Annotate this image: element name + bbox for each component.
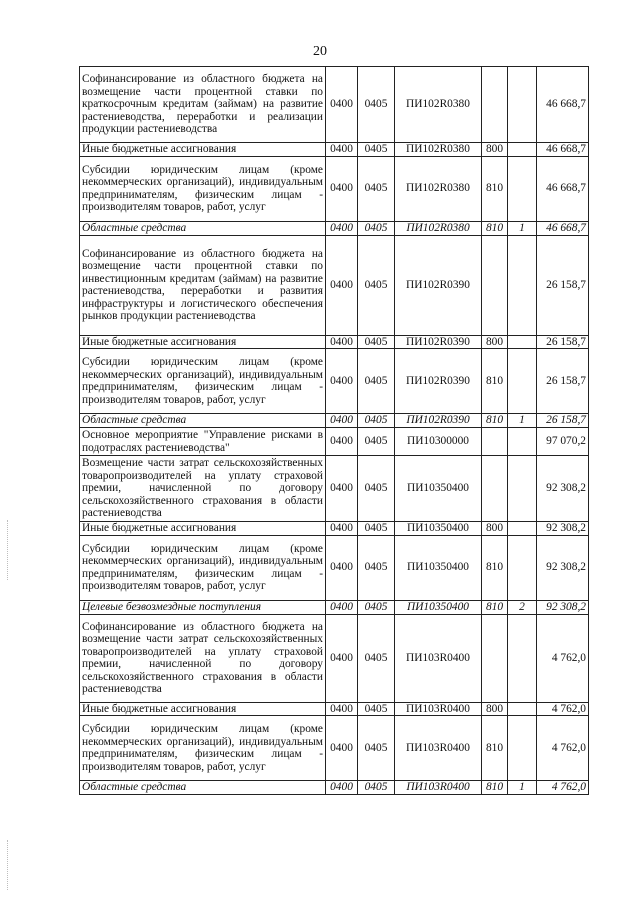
page-number: 20 — [313, 44, 327, 59]
section-code-cell: 0400 — [326, 522, 358, 536]
amount-cell: 46 668,7 — [537, 156, 589, 221]
target-article-code-cell: ПИ10350400 — [395, 600, 482, 614]
expense-type-code-cell: 810 — [482, 414, 508, 428]
table-row — [80, 716, 589, 781]
funding-source-code-cell — [508, 456, 537, 522]
amount-cell: 4 762,0 — [537, 702, 589, 716]
amount-cell: 26 158,7 — [537, 335, 589, 349]
funding-source-code-cell — [508, 535, 537, 600]
amount-cell: 26 158,7 — [537, 349, 589, 414]
target-article-code-cell: ПИ102R0380 — [395, 143, 482, 157]
subsection-code-cell: 0405 — [358, 335, 395, 349]
target-article-code-cell: ПИ102R0390 — [395, 414, 482, 428]
expense-type-code-cell: 810 — [482, 221, 508, 235]
amount-cell: 4 762,0 — [537, 781, 589, 795]
row-name-cell: Целевые безвозмездные поступления — [80, 600, 326, 614]
target-article-code-cell: ПИ102R0380 — [395, 221, 482, 235]
section-code-cell: 0400 — [326, 335, 358, 349]
row-name-cell: Софинансирование из областного бюджета на возмещение части затрат сельскохозяйственных товаропроизводителей на уплату страховой премии, начисленной по договору сельскохозяйственного страхования в области растениеводства — [80, 614, 326, 702]
funding-source-code-cell — [508, 235, 537, 335]
amount-cell: 4 762,0 — [537, 716, 589, 781]
subsection-code-cell: 0405 — [358, 456, 395, 522]
section-code-cell: 0400 — [326, 414, 358, 428]
table-row — [80, 67, 589, 143]
expense-type-code-cell: 810 — [482, 156, 508, 221]
expense-type-code-cell: 810 — [482, 781, 508, 795]
funding-source-code-cell: 1 — [508, 221, 537, 235]
row-name-cell: Софинансирование из областного бюджета на возмещение части процентной ставки по краткосрочным кредитам (займам) на развитие растениеводства, переработки и реализации продукции растениеводства — [80, 67, 326, 143]
scan-margin-mark — [7, 840, 9, 890]
funding-source-code-cell — [508, 702, 537, 716]
row-name-cell: Субсидии юридическим лицам (кроме некоммерческих организаций), индивидуальным предпринимателям, физическим лицам - производителям товаров, работ, услуг — [80, 349, 326, 414]
row-name-cell: Иные бюджетные ассигнования — [80, 702, 326, 716]
section-code-cell: 0400 — [326, 781, 358, 795]
subsection-code-cell: 0405 — [358, 414, 395, 428]
row-name-cell: Иные бюджетные ассигнования — [80, 522, 326, 536]
target-article-code-cell: ПИ102R0390 — [395, 349, 482, 414]
section-code-cell: 0400 — [326, 156, 358, 221]
target-article-code-cell: ПИ10350400 — [395, 456, 482, 522]
funding-source-code-cell: 2 — [508, 600, 537, 614]
expense-type-code-cell — [482, 614, 508, 702]
section-code-cell: 0400 — [326, 67, 358, 143]
target-article-code-cell: ПИ10350400 — [395, 535, 482, 600]
expense-type-code-cell: 800 — [482, 335, 508, 349]
funding-source-code-cell — [508, 143, 537, 157]
table-row — [80, 414, 589, 428]
table-row — [80, 614, 589, 702]
amount-cell: 46 668,7 — [537, 143, 589, 157]
expense-type-code-cell: 800 — [482, 143, 508, 157]
expense-type-code-cell: 800 — [482, 522, 508, 536]
amount-cell: 26 158,7 — [537, 414, 589, 428]
section-code-cell: 0400 — [326, 535, 358, 600]
subsection-code-cell: 0405 — [358, 349, 395, 414]
row-name-cell: Субсидии юридическим лицам (кроме некоммерческих организаций), индивидуальным предпринимателям, физическим лицам - производителям товаров, работ, услуг — [80, 716, 326, 781]
subsection-code-cell: 0405 — [358, 781, 395, 795]
amount-cell: 46 668,7 — [537, 67, 589, 143]
section-code-cell: 0400 — [326, 143, 358, 157]
expense-type-code-cell: 810 — [482, 349, 508, 414]
target-article-code-cell: ПИ10300000 — [395, 428, 482, 456]
funding-source-code-cell — [508, 349, 537, 414]
section-code-cell: 0400 — [326, 221, 358, 235]
expense-type-code-cell: 810 — [482, 600, 508, 614]
amount-cell: 97 070,2 — [537, 428, 589, 456]
subsection-code-cell: 0405 — [358, 600, 395, 614]
table-row — [80, 781, 589, 795]
table-row — [80, 335, 589, 349]
target-article-code-cell: ПИ103R0400 — [395, 781, 482, 795]
target-article-code-cell: ПИ103R0400 — [395, 716, 482, 781]
amount-cell: 92 308,2 — [537, 456, 589, 522]
subsection-code-cell: 0405 — [358, 614, 395, 702]
target-article-code-cell: ПИ103R0400 — [395, 614, 482, 702]
expense-type-code-cell — [482, 235, 508, 335]
section-code-cell: 0400 — [326, 456, 358, 522]
budget-table — [79, 66, 589, 795]
table-row — [80, 600, 589, 614]
funding-source-code-cell — [508, 716, 537, 781]
table-row — [80, 535, 589, 600]
row-name-cell: Субсидии юридическим лицам (кроме некоммерческих организаций), индивидуальным предпринимателям, физическим лицам - производителям товаров, работ, услуг — [80, 535, 326, 600]
section-code-cell: 0400 — [326, 600, 358, 614]
amount-cell: 92 308,2 — [537, 522, 589, 536]
funding-source-code-cell — [508, 156, 537, 221]
table-row — [80, 156, 589, 221]
section-code-cell: 0400 — [326, 614, 358, 702]
amount-cell: 92 308,2 — [537, 535, 589, 600]
scan-margin-mark — [7, 520, 9, 580]
row-name-cell: Областные средства — [80, 414, 326, 428]
subsection-code-cell: 0405 — [358, 235, 395, 335]
target-article-code-cell: ПИ102R0390 — [395, 235, 482, 335]
table-row — [80, 235, 589, 335]
funding-source-code-cell: 1 — [508, 414, 537, 428]
expense-type-code-cell: 800 — [482, 702, 508, 716]
section-code-cell: 0400 — [326, 235, 358, 335]
table-row — [80, 456, 589, 522]
target-article-code-cell: ПИ10350400 — [395, 522, 482, 536]
funding-source-code-cell — [508, 522, 537, 536]
target-article-code-cell: ПИ102R0380 — [395, 156, 482, 221]
funding-source-code-cell — [508, 335, 537, 349]
subsection-code-cell: 0405 — [358, 428, 395, 456]
subsection-code-cell: 0405 — [358, 156, 395, 221]
subsection-code-cell: 0405 — [358, 221, 395, 235]
target-article-code-cell: ПИ102R0380 — [395, 67, 482, 143]
row-name-cell: Иные бюджетные ассигнования — [80, 335, 326, 349]
section-code-cell: 0400 — [326, 716, 358, 781]
row-name-cell: Основное мероприятие "Управление рисками в подотраслях растениеводства" — [80, 428, 326, 456]
subsection-code-cell: 0405 — [358, 143, 395, 157]
expense-type-code-cell — [482, 456, 508, 522]
row-name-cell: Областные средства — [80, 781, 326, 795]
section-code-cell: 0400 — [326, 349, 358, 414]
table-row — [80, 522, 589, 536]
section-code-cell: 0400 — [326, 428, 358, 456]
expense-type-code-cell: 810 — [482, 535, 508, 600]
amount-cell: 26 158,7 — [537, 235, 589, 335]
subsection-code-cell: 0405 — [358, 716, 395, 781]
row-name-cell: Возмещение части затрат сельскохозяйственных товаропроизводителей на уплату страховой премии, начисленной по договору сельскохозяйственного страхования в области растениеводства — [80, 456, 326, 522]
table-body — [80, 67, 589, 795]
table-row — [80, 143, 589, 157]
amount-cell: 4 762,0 — [537, 614, 589, 702]
subsection-code-cell: 0405 — [358, 522, 395, 536]
expense-type-code-cell: 810 — [482, 716, 508, 781]
table-row — [80, 702, 589, 716]
amount-cell: 46 668,7 — [537, 221, 589, 235]
row-name-cell: Областные средства — [80, 221, 326, 235]
target-article-code-cell: ПИ102R0390 — [395, 335, 482, 349]
subsection-code-cell: 0405 — [358, 535, 395, 600]
amount-cell: 92 308,2 — [537, 600, 589, 614]
funding-source-code-cell: 1 — [508, 781, 537, 795]
subsection-code-cell: 0405 — [358, 67, 395, 143]
row-name-cell: Софинансирование из областного бюджета на возмещение части процентной ставки по инвестиционным кредитам (займам) на развитие растениеводства, переработки и развития инфраструктуры и логистического обеспечения рынков продукции растениеводства — [80, 235, 326, 335]
table-row — [80, 221, 589, 235]
row-name-cell: Субсидии юридическим лицам (кроме некоммерческих организаций), индивидуальным предпринимателям, физическим лицам - производителям товаров, работ, услуг — [80, 156, 326, 221]
target-article-code-cell: ПИ103R0400 — [395, 702, 482, 716]
row-name-cell: Иные бюджетные ассигнования — [80, 143, 326, 157]
expense-type-code-cell — [482, 428, 508, 456]
funding-source-code-cell — [508, 614, 537, 702]
section-code-cell: 0400 — [326, 702, 358, 716]
table-row — [80, 428, 589, 456]
subsection-code-cell: 0405 — [358, 702, 395, 716]
funding-source-code-cell — [508, 67, 537, 143]
funding-source-code-cell — [508, 428, 537, 456]
table-row — [80, 349, 589, 414]
expense-type-code-cell — [482, 67, 508, 143]
